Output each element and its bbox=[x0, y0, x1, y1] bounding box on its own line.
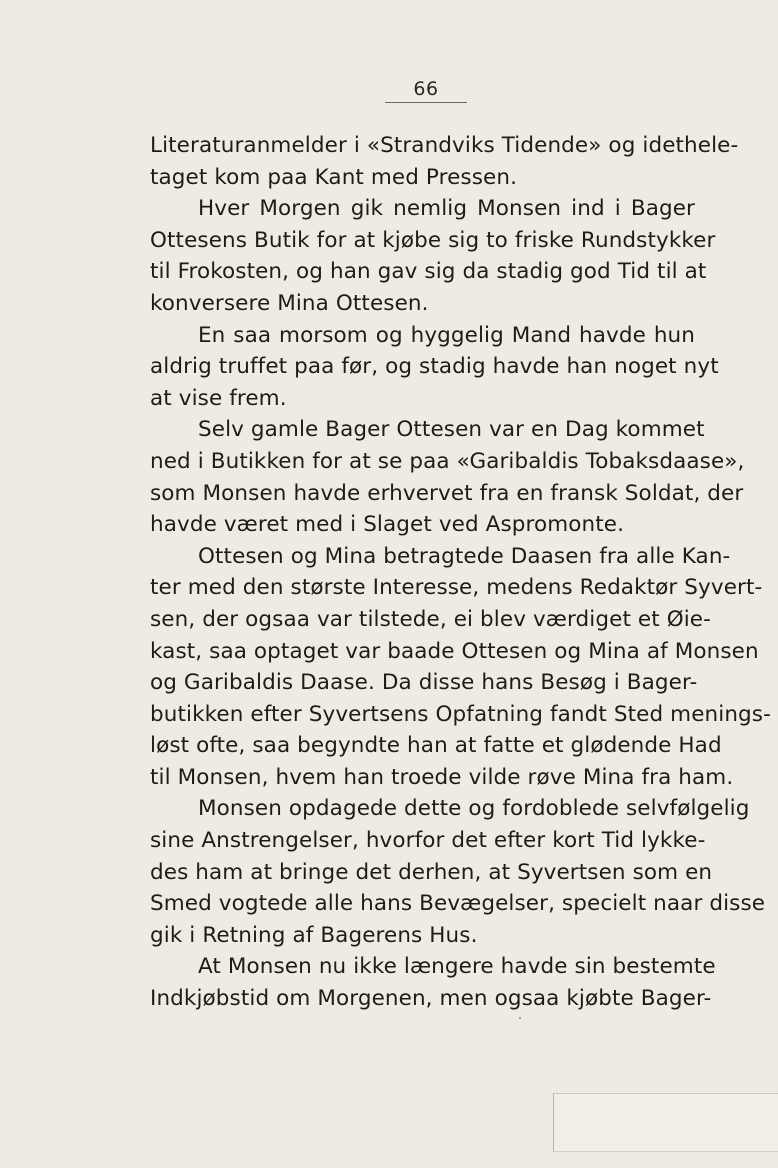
text-line: Hver Morgen gik nemlig Monsen ind i Bager bbox=[198, 196, 695, 222]
text-line: som Monsen havde erhvervet fra en fransk Soldat, der bbox=[150, 480, 744, 506]
text-line: En saa morsom og hyggelig Mand havde hun bbox=[198, 322, 695, 348]
text-line: sen, der ogsaa var tilstede, ei blev værdiget et Øie- bbox=[150, 606, 711, 632]
text-line: Indkjøbstid om Morgenen, men ogsaa kjøbte Bager- bbox=[150, 986, 712, 1012]
text-line: og Garibaldis Daase. Da disse hans Besøg i Bager- bbox=[150, 670, 698, 696]
page-number: 66 bbox=[413, 78, 439, 100]
text-line: sine Anstrengelser, hvorfor det efter kort Tid lykke- bbox=[150, 828, 706, 854]
text-line: Ottesens Butik for at kjøbe sig to friske Rundstykker bbox=[150, 227, 716, 253]
page-corner-label bbox=[553, 1093, 778, 1152]
text-line: Selv gamle Bager Ottesen var en Dag kommet bbox=[198, 417, 705, 443]
text-line: ned i Butikken for at se paa «Garibaldis Tobaksdaase», bbox=[150, 448, 745, 474]
text-line: Monsen opdagede dette og fordoblede selvfølgelig bbox=[198, 796, 750, 822]
text-line: til Frokosten, og han gav sig da stadig god Tid til at bbox=[150, 259, 707, 285]
text-line: havde været med i Slaget ved Aspromonte. bbox=[150, 512, 625, 538]
page-number-rule bbox=[385, 102, 467, 103]
text-line: at vise frem. bbox=[150, 385, 287, 411]
text-line: aldrig truffet paa før, og stadig havde han noget nyt bbox=[150, 354, 719, 380]
text-line: Literaturanmelder i «Strandviks Tidende» og idethele- bbox=[150, 133, 739, 158]
text-line: ter med den største Interesse, medens Redaktør Syvert- bbox=[150, 575, 763, 601]
body-text bbox=[150, 130, 771, 1015]
text-line: konversere Mina Ottesen. bbox=[150, 290, 429, 316]
text-line: til Monsen, hvem han troede vilde røve Mina fra ham. bbox=[150, 764, 734, 790]
text-line: kast, saa optaget var baade Ottesen og Mina af Monsen bbox=[150, 638, 759, 664]
text-line: taget kom paa Kant med Pressen. bbox=[150, 164, 518, 190]
text-line: Smed vogtede alle hans Bevægelser, specielt naar disse bbox=[150, 891, 766, 917]
text-line: gik i Retning af Bagerens Hus. bbox=[150, 922, 478, 948]
text-line: butikken efter Syvertsens Opfatning fandt Sted menings- bbox=[150, 701, 771, 727]
text-line: des ham at bringe det derhen, at Syvertsen som en bbox=[150, 859, 713, 885]
text-line: At Monsen nu ikke længere havde sin bestemte bbox=[198, 954, 716, 980]
text-line: Ottesen og Mina betragtede Daasen fra alle Kan- bbox=[198, 543, 731, 569]
paper-speck bbox=[519, 1017, 521, 1019]
text-line: løst ofte, saa begyndte han at fatte et glødende Had bbox=[150, 733, 722, 759]
